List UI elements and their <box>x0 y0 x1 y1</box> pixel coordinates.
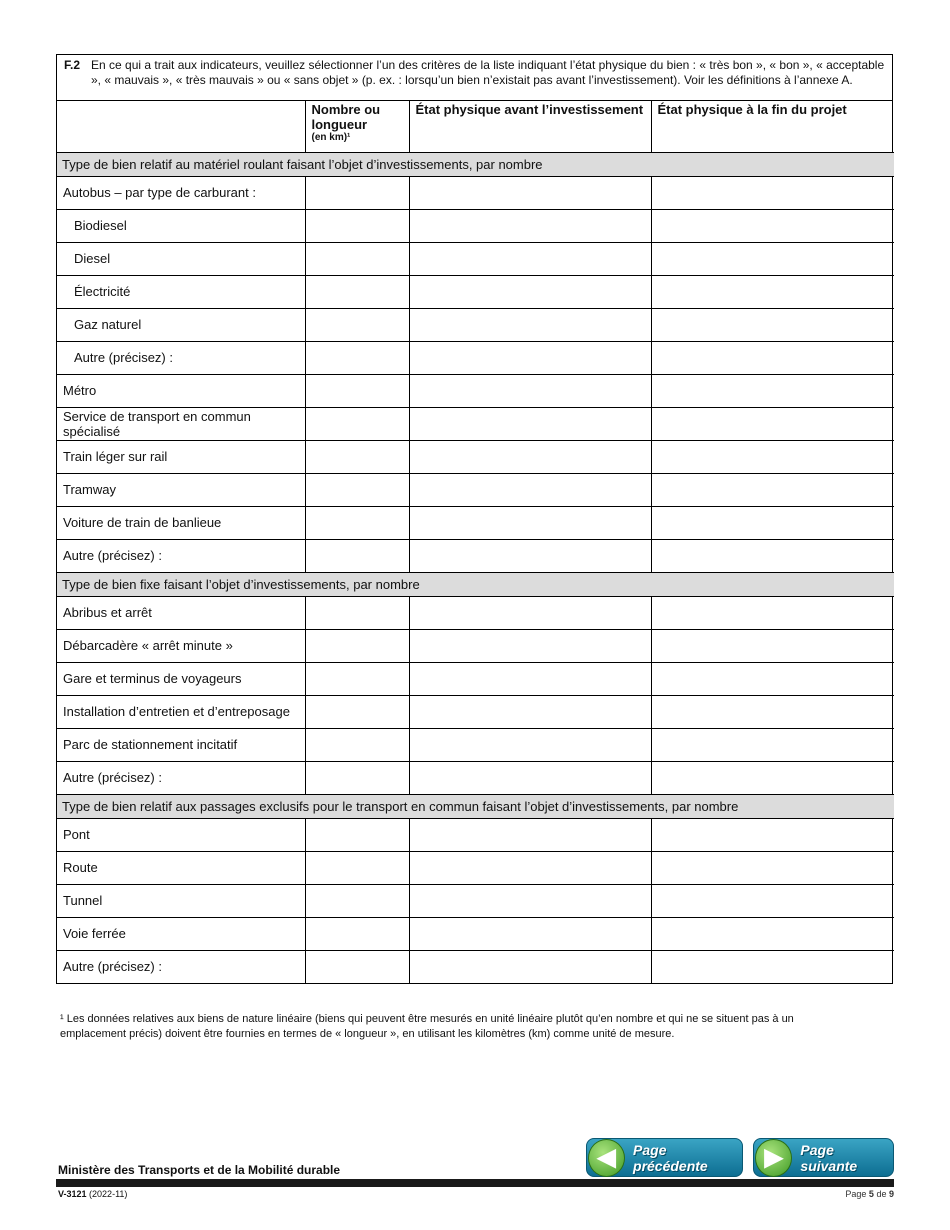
question-text: En ce qui a trait aux indicateurs, veuillez sélectionner l’un des critères de la liste indiquant l’état physique du bien : « très bon », « bon », « acceptable », « mauvais », « très mauvais » ou « sans objet » (p. ex. : lorsqu’un bien n’existait pas avant l’investissement). Voir les définitions à l’annexe A. <box>91 58 885 87</box>
header-count-unit: (en km)¹ <box>311 132 351 143</box>
question-intro <box>57 55 892 101</box>
row-label: Métro <box>57 374 305 407</box>
row-label: Parc de stationnement incitatif <box>57 728 305 761</box>
table-header-row <box>57 101 894 152</box>
count-cell[interactable] <box>305 176 409 209</box>
section-header-row <box>57 152 894 176</box>
condition-before-cell[interactable] <box>409 407 651 440</box>
table-row <box>57 341 894 374</box>
condition-before-cell[interactable] <box>409 440 651 473</box>
row-label: Train léger sur rail <box>57 440 305 473</box>
count-cell[interactable] <box>305 695 409 728</box>
table-row <box>57 506 894 539</box>
header-blank <box>57 101 305 152</box>
condition-before-cell[interactable] <box>409 728 651 761</box>
table-row <box>57 374 894 407</box>
count-cell[interactable] <box>305 209 409 242</box>
table-row <box>57 473 894 506</box>
form-date: (2022-11) <box>89 1189 128 1199</box>
count-cell[interactable] <box>305 473 409 506</box>
condition-after-cell[interactable] <box>651 275 894 308</box>
page-total: 9 <box>888 1189 894 1199</box>
table-row <box>57 407 894 440</box>
next-page-button[interactable] <box>753 1138 894 1177</box>
count-cell[interactable] <box>305 308 409 341</box>
table-row <box>57 884 894 917</box>
condition-before-cell[interactable] <box>409 917 651 950</box>
row-label: Autre (précisez) : <box>57 341 305 374</box>
arrow-left-icon: ◀ <box>588 1139 625 1177</box>
count-cell[interactable] <box>305 275 409 308</box>
footnote: ¹ Les données relatives aux biens de nature linéaire (biens qui peuvent être mesurés en unité linéaire plutôt qu’en nombre et qui ne se situent pas à un emplacement précis) doivent être fournies en termes de « longueur », en utilisant les kilomètres (km) comme unité de mesure. <box>60 1013 794 1040</box>
table-row <box>57 176 894 209</box>
asset-table <box>57 101 894 983</box>
count-cell[interactable] <box>305 407 409 440</box>
form-code-line <box>58 1189 127 1199</box>
previous-page-button[interactable] <box>586 1138 743 1177</box>
table-row <box>57 308 894 341</box>
condition-after-cell[interactable] <box>651 662 894 695</box>
table-row <box>57 695 894 728</box>
section-title: Type de bien fixe faisant l’objet d’investissements, par nombre <box>57 572 894 596</box>
condition-before-cell[interactable] <box>409 662 651 695</box>
row-label: Autobus – par type de carburant : <box>57 176 305 209</box>
condition-after-cell[interactable] <box>651 629 894 662</box>
section-title: Type de bien relatif au matériel roulant faisant l’objet d’investissements, par nombre <box>57 152 894 176</box>
condition-after-cell[interactable] <box>651 761 894 794</box>
condition-after-cell[interactable] <box>651 407 894 440</box>
form-code: V-3121 <box>58 1189 87 1199</box>
page-current: 5 <box>868 1189 874 1199</box>
table-row <box>57 629 894 662</box>
row-label: Tunnel <box>57 884 305 917</box>
table-row <box>57 950 894 983</box>
condition-before-cell[interactable] <box>409 308 651 341</box>
footer-bar <box>56 1179 894 1187</box>
page-prefix: Page <box>845 1189 867 1199</box>
condition-after-cell[interactable] <box>651 851 894 884</box>
count-cell[interactable] <box>305 917 409 950</box>
asset-condition-form <box>56 54 893 984</box>
section-title: Type de bien relatif aux passages exclusifs pour le transport en commun faisant l’objet d’investissements, par nombre <box>57 794 894 818</box>
table-row <box>57 596 894 629</box>
row-label: Pont <box>57 818 305 851</box>
header-before: État physique avant l’investissement <box>409 101 651 152</box>
table-row <box>57 851 894 884</box>
condition-after-cell[interactable] <box>651 917 894 950</box>
question-code: F.2 <box>64 58 81 72</box>
condition-after-cell[interactable] <box>651 695 894 728</box>
condition-before-cell[interactable] <box>409 818 651 851</box>
count-cell[interactable] <box>305 851 409 884</box>
table-row <box>57 539 894 572</box>
count-cell[interactable] <box>305 440 409 473</box>
condition-before-cell[interactable] <box>409 539 651 572</box>
condition-before-cell[interactable] <box>409 176 651 209</box>
condition-after-cell[interactable] <box>651 539 894 572</box>
section-header-row <box>57 572 894 596</box>
arrow-right-icon: ▶ <box>755 1139 792 1177</box>
table-row <box>57 440 894 473</box>
condition-before-cell[interactable] <box>409 473 651 506</box>
condition-after-cell[interactable] <box>651 950 894 983</box>
table-row <box>57 761 894 794</box>
condition-after-cell[interactable] <box>651 176 894 209</box>
condition-before-cell[interactable] <box>409 209 651 242</box>
condition-after-cell[interactable] <box>651 374 894 407</box>
condition-after-cell[interactable] <box>651 308 894 341</box>
table-row <box>57 728 894 761</box>
row-label: Route <box>57 851 305 884</box>
row-label: Tramway <box>57 473 305 506</box>
condition-after-cell[interactable] <box>651 818 894 851</box>
page-sep: de <box>876 1189 887 1199</box>
count-cell[interactable] <box>305 374 409 407</box>
count-cell[interactable] <box>305 761 409 794</box>
condition-before-cell[interactable] <box>409 275 651 308</box>
condition-before-cell[interactable] <box>409 596 651 629</box>
condition-after-cell[interactable] <box>651 596 894 629</box>
table-row <box>57 242 894 275</box>
row-label: Autre (précisez) : <box>57 761 305 794</box>
count-cell[interactable] <box>305 341 409 374</box>
condition-before-cell[interactable] <box>409 374 651 407</box>
count-cell[interactable] <box>305 596 409 629</box>
table-row <box>57 818 894 851</box>
page-indicator <box>845 1189 894 1199</box>
condition-before-cell[interactable] <box>409 884 651 917</box>
condition-before-cell[interactable] <box>409 341 651 374</box>
table-row <box>57 275 894 308</box>
next-page-label: Page suivante <box>800 1141 858 1174</box>
row-label: Gaz naturel <box>57 308 305 341</box>
row-label: Autre (précisez) : <box>57 950 305 983</box>
row-label: Voie ferrée <box>57 917 305 950</box>
row-label: Abribus et arrêt <box>57 596 305 629</box>
header-count-label: Nombre ou longueur <box>311 102 381 132</box>
condition-before-cell[interactable] <box>409 242 651 275</box>
table-row <box>57 917 894 950</box>
count-cell[interactable] <box>305 242 409 275</box>
condition-after-cell[interactable] <box>651 506 894 539</box>
condition-before-cell[interactable] <box>409 506 651 539</box>
condition-after-cell[interactable] <box>651 209 894 242</box>
count-cell[interactable] <box>305 818 409 851</box>
row-label: Autre (précisez) : <box>57 539 305 572</box>
count-cell[interactable] <box>305 950 409 983</box>
condition-after-cell[interactable] <box>651 728 894 761</box>
header-count <box>305 101 409 152</box>
condition-after-cell[interactable] <box>651 473 894 506</box>
condition-after-cell[interactable] <box>651 341 894 374</box>
row-label: Biodiesel <box>57 209 305 242</box>
table-row <box>57 662 894 695</box>
row-label: Installation d’entretien et d’entreposage <box>57 695 305 728</box>
row-label: Électricité <box>57 275 305 308</box>
row-label: Voiture de train de banlieue <box>57 506 305 539</box>
condition-after-cell[interactable] <box>651 884 894 917</box>
table-row <box>57 209 894 242</box>
count-cell[interactable] <box>305 539 409 572</box>
count-cell[interactable] <box>305 506 409 539</box>
ministry-name: Ministère des Transports et de la Mobilité durable <box>58 1163 341 1177</box>
previous-page-label: Page précédente <box>633 1141 708 1174</box>
count-cell[interactable] <box>305 884 409 917</box>
condition-before-cell[interactable] <box>409 950 651 983</box>
condition-after-cell[interactable] <box>651 242 894 275</box>
section-header-row <box>57 794 894 818</box>
count-cell[interactable] <box>305 728 409 761</box>
condition-before-cell[interactable] <box>409 695 651 728</box>
header-after: État physique à la fin du projet <box>651 101 894 152</box>
row-label: Diesel <box>57 242 305 275</box>
row-label: Service de transport en commun spécialisé <box>57 407 305 440</box>
count-cell[interactable] <box>305 629 409 662</box>
condition-before-cell[interactable] <box>409 851 651 884</box>
row-label: Débarcadère « arrêt minute » <box>57 629 305 662</box>
condition-before-cell[interactable] <box>409 761 651 794</box>
row-label: Gare et terminus de voyageurs <box>57 662 305 695</box>
condition-before-cell[interactable] <box>409 629 651 662</box>
count-cell[interactable] <box>305 662 409 695</box>
condition-after-cell[interactable] <box>651 440 894 473</box>
